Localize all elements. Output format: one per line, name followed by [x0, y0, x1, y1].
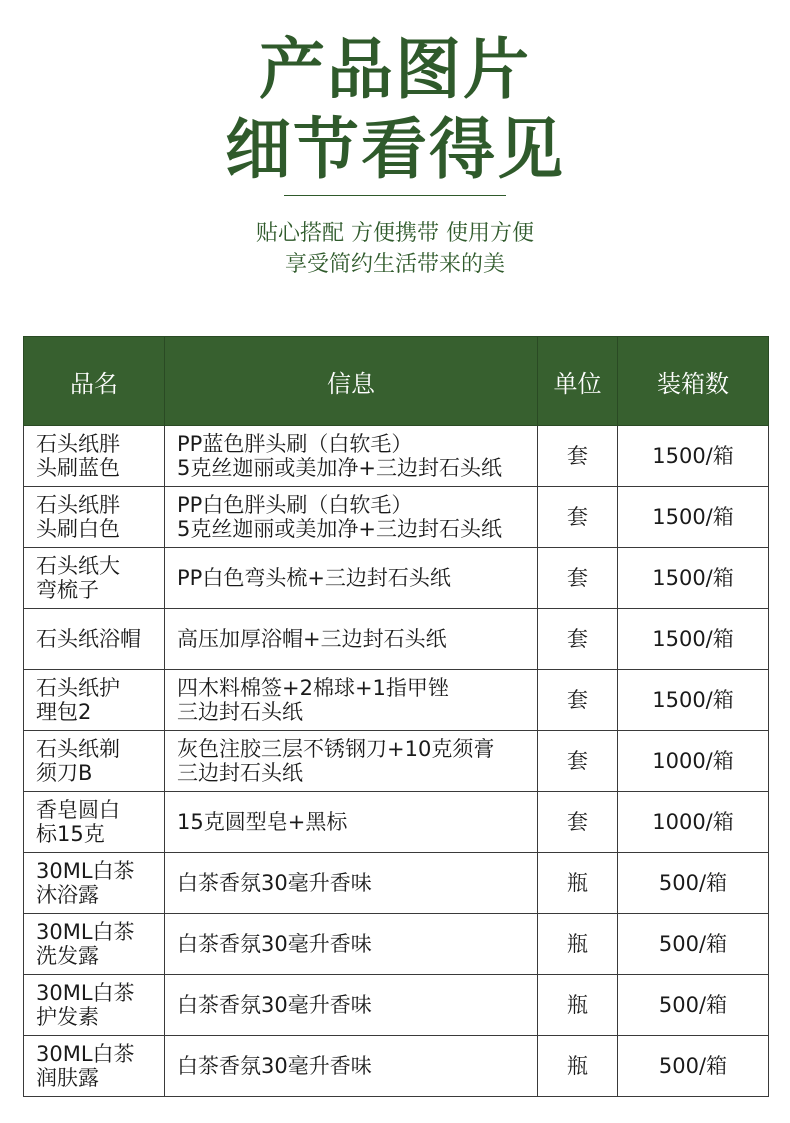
page-title-line2: 细节看得见 [225, 111, 565, 188]
product-info-cell [165, 914, 538, 975]
table-row [24, 670, 769, 731]
product-name-line: 30ML白茶 [36, 1042, 135, 1066]
product-pack-cell: 1500/箱 [618, 426, 769, 487]
product-info-cell [165, 853, 538, 914]
product-info-line: PP蓝色胖头刷（白软毛） [177, 432, 413, 456]
product-name-cell [24, 975, 165, 1036]
header-unit: 单位 [538, 337, 618, 426]
product-name-line: 30ML白茶 [36, 859, 135, 883]
product-pack-cell: 1000/箱 [618, 792, 769, 853]
product-info-cell [165, 731, 538, 792]
product-name-line: 石头纸护 [36, 676, 120, 700]
product-unit-cell: 套 [538, 792, 618, 853]
product-info-line: 5克丝迦丽或美加净+三边封石头纸 [177, 517, 502, 541]
product-unit-cell: 套 [538, 548, 618, 609]
product-name-line: 香皂圆白 [36, 798, 120, 822]
table-header-row [24, 337, 769, 426]
product-name-line: 石头纸胖 [36, 432, 120, 456]
table-row [24, 609, 769, 670]
product-name-line: 石头纸浴帽 [36, 627, 141, 651]
product-info-line: 三边封石头纸 [177, 761, 303, 785]
product-name-cell [24, 792, 165, 853]
product-name-line: 30ML白茶 [36, 981, 135, 1005]
product-name-line: 标15克 [36, 822, 105, 846]
product-pack-cell: 1500/箱 [618, 609, 769, 670]
product-name-line: 石头纸大 [36, 554, 120, 578]
product-unit-cell: 套 [538, 731, 618, 792]
product-unit-cell: 套 [538, 426, 618, 487]
product-pack-cell: 500/箱 [618, 853, 769, 914]
table-body [24, 426, 769, 1097]
title-divider [284, 195, 506, 196]
product-pack-cell: 500/箱 [618, 1036, 769, 1097]
product-name-line: 头刷白色 [36, 517, 120, 541]
product-info-line: 5克丝迦丽或美加净+三边封石头纸 [177, 456, 502, 480]
product-info-line: 灰色注胶三层不锈钢刀+10克须膏 [177, 737, 495, 761]
product-info-line: PP白色胖头刷（白软毛） [177, 493, 413, 517]
product-info-line: PP白色弯头梳+三边封石头纸 [177, 566, 451, 590]
product-unit-cell: 瓶 [538, 853, 618, 914]
product-name-line: 沐浴露 [36, 883, 99, 907]
table-row [24, 426, 769, 487]
product-name-cell [24, 548, 165, 609]
table-row [24, 792, 769, 853]
product-info-line: 高压加厚浴帽+三边封石头纸 [177, 627, 447, 651]
product-name-cell [24, 670, 165, 731]
product-unit-cell: 套 [538, 670, 618, 731]
product-name-cell [24, 731, 165, 792]
product-pack-cell: 500/箱 [618, 975, 769, 1036]
product-pack-cell: 1500/箱 [618, 548, 769, 609]
product-info-cell [165, 792, 538, 853]
product-name-line: 头刷蓝色 [36, 456, 120, 480]
product-info-cell [165, 975, 538, 1036]
product-info-line: 15克圆型皂+黑标 [177, 810, 348, 834]
table-row [24, 1036, 769, 1097]
product-name-cell [24, 853, 165, 914]
product-unit-cell: 瓶 [538, 914, 618, 975]
product-name-line: 须刀B [36, 761, 93, 785]
product-info-line: 白茶香氛30毫升香味 [177, 871, 372, 895]
product-unit-cell: 瓶 [538, 975, 618, 1036]
product-pack-cell: 500/箱 [618, 914, 769, 975]
product-info-line: 三边封石头纸 [177, 700, 303, 724]
product-unit-cell: 套 [538, 487, 618, 548]
subtitle-line1: 贴心搭配 方便携带 使用方便 [256, 221, 534, 246]
product-name-cell [24, 1036, 165, 1097]
table-row [24, 731, 769, 792]
product-info-cell [165, 548, 538, 609]
subtitle-line2: 享受简约生活带来的美 [284, 252, 505, 277]
product-name-cell [24, 914, 165, 975]
table-row [24, 548, 769, 609]
product-info-line: 白茶香氛30毫升香味 [177, 993, 372, 1017]
product-unit-cell: 套 [538, 609, 618, 670]
product-name-line: 弯梳子 [36, 578, 99, 602]
product-name-line: 洗发露 [36, 944, 99, 968]
product-unit-cell: 瓶 [538, 1036, 618, 1097]
header-info: 信息 [165, 337, 538, 426]
product-info-cell [165, 609, 538, 670]
product-info-cell [165, 426, 538, 487]
product-pack-cell: 1000/箱 [618, 731, 769, 792]
product-name-line: 30ML白茶 [36, 920, 135, 944]
header-name: 品名 [24, 337, 165, 426]
product-info-line: 白茶香氛30毫升香味 [177, 1054, 372, 1078]
table-row [24, 975, 769, 1036]
product-info-cell [165, 670, 538, 731]
product-name-line: 理包2 [36, 700, 92, 724]
product-pack-cell: 1500/箱 [618, 487, 769, 548]
product-name-line: 石头纸剃 [36, 737, 120, 761]
product-name-cell [24, 426, 165, 487]
product-info-line: 四木料棉签+2棉球+1指甲锉 [177, 676, 449, 700]
table-row [24, 914, 769, 975]
product-info-cell [165, 1036, 538, 1097]
product-name-cell [24, 609, 165, 670]
table-row [24, 487, 769, 548]
product-name-line: 护发素 [36, 1005, 99, 1029]
product-pack-cell: 1500/箱 [618, 670, 769, 731]
product-info-line: 白茶香氛30毫升香味 [177, 932, 372, 956]
product-table [23, 336, 769, 1097]
product-info-cell [165, 487, 538, 548]
product-name-cell [24, 487, 165, 548]
page-title-line1: 产品图片 [259, 31, 531, 108]
table-row [24, 853, 769, 914]
product-name-line: 石头纸胖 [36, 493, 120, 517]
header-pack: 装箱数 [618, 337, 769, 426]
product-name-line: 润肤露 [36, 1066, 99, 1090]
